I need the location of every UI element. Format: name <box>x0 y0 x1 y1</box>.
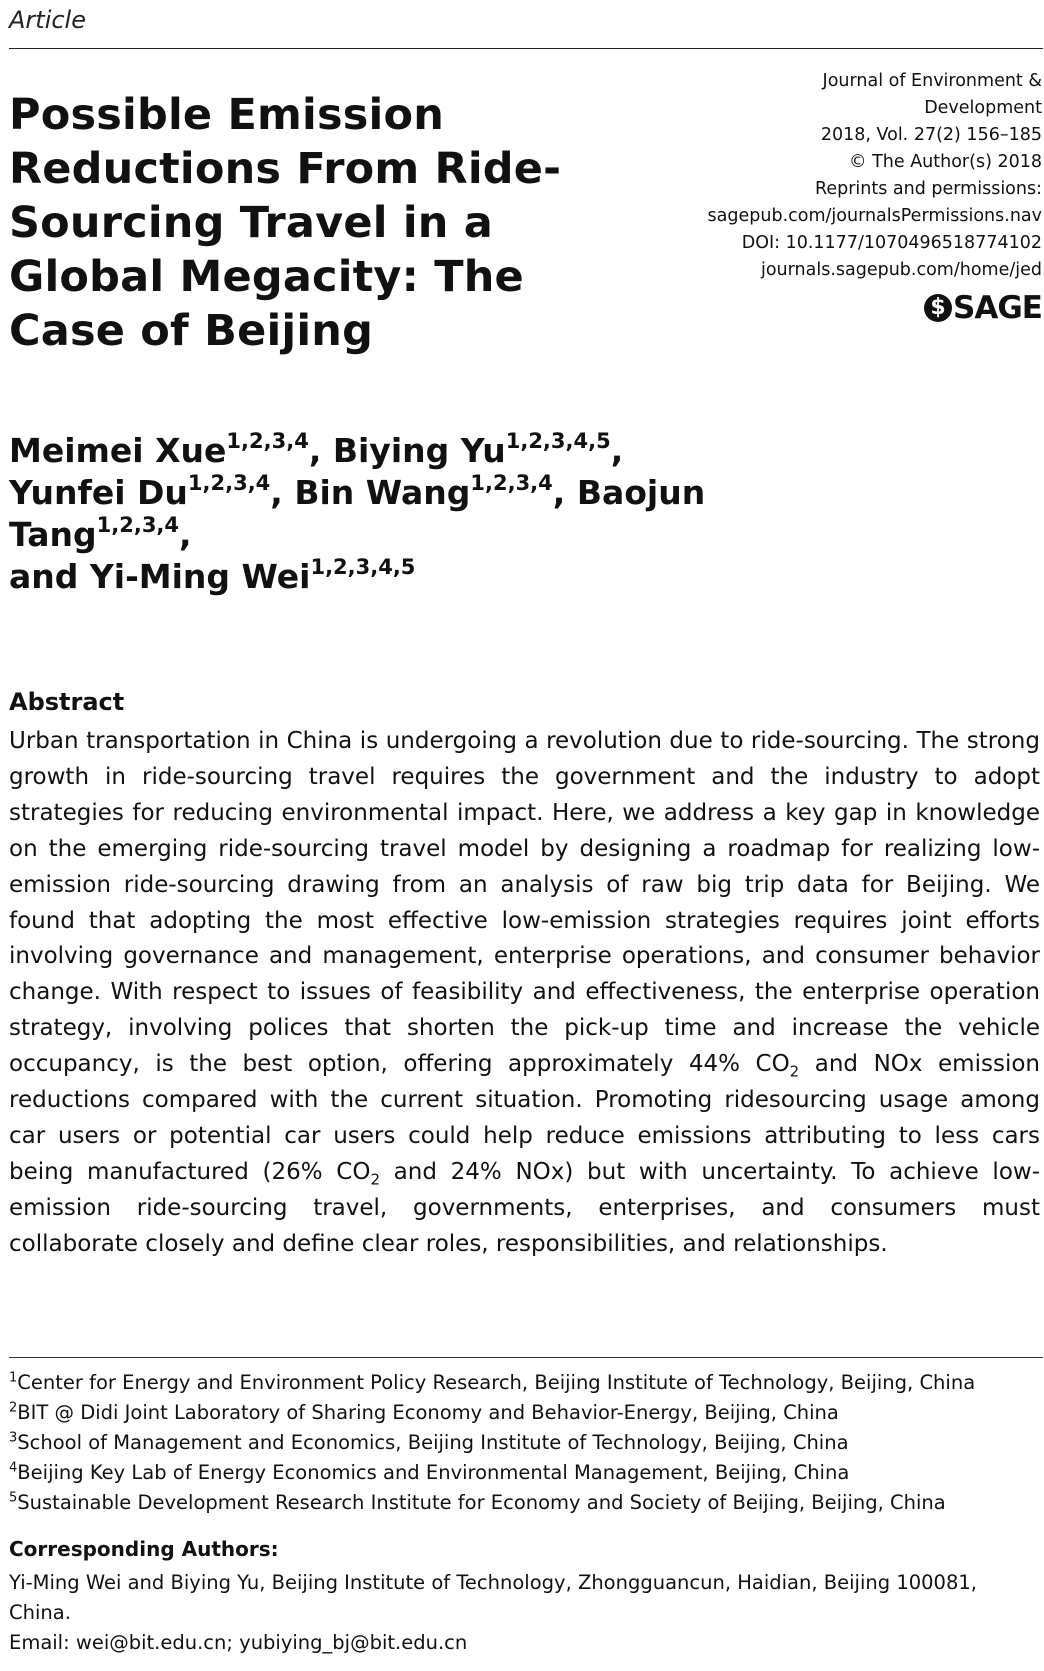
author-separator: , <box>270 473 295 512</box>
doi-link[interactable]: DOI: 10.1177/1070496518774102 <box>741 233 1042 253</box>
corresponding-address: Yi-Ming Wei and Biying Yu, Beijing Institute of Technology, Zhongguancun, Haidian, Beijing 100081, China. <box>9 1571 977 1624</box>
corresponding-details <box>9 1568 1009 1658</box>
affiliation-item <box>9 1458 1039 1488</box>
author-affiliation: 1,2,3,4,5 <box>505 429 611 453</box>
affiliation-text: BIT @ Didi Joint Laboratory of Sharing Economy and Behavior-Energy, Beijing, China <box>17 1401 839 1424</box>
author-affiliation: 1,2,3,4 <box>96 513 180 537</box>
email-links[interactable]: wei@bit.edu.cn; yubiying_bj@bit.edu.cn <box>75 1631 468 1654</box>
section-label: Article <box>9 6 86 34</box>
affiliation-text: Beijing Key Lab of Energy Economics and Environmental Management, Beijing, China <box>17 1461 850 1484</box>
abstract-part1: Urban transportation in China is undergoing a revolution due to ride-sourcing. The strong growth in ride-sourcing travel requires the government and the industry to adopt strategies for reducing environmental impact. Here, we address a key gap in knowledge on the emerging ride-sourcing travel model by designing a roadmap for realizing low-emission ride-sourcing drawing from an analysis of raw big trip data for Beijing. We found that adopting the most effective low-emission strategies requires joint efforts involving governance and management, enterprise operations, and consumer behavior change. With respect to issues of feasibility and effectiveness, the enterprise operation strategy, involving polices that shorten the pick-up time and increase the vehicle occupancy, is the best option, offering approximately 44% CO <box>9 728 1040 1078</box>
journal-copyright: © The Author(s) 2018 <box>849 152 1042 172</box>
author-list <box>9 430 889 598</box>
author-name[interactable]: Yunfei Du <box>9 473 188 512</box>
affiliation-number: 1 <box>9 1370 18 1386</box>
affiliation-text: Center for Energy and Environment Policy Research, Beijing Institute of Technology, Beijing, China <box>17 1371 976 1394</box>
header-rule <box>9 48 1043 49</box>
affiliation-item <box>9 1398 1039 1428</box>
journal-volume: 2018, Vol. 27(2) 156–185 <box>820 125 1042 145</box>
affiliation-list <box>9 1368 1039 1518</box>
author-affiliation: 1,2,3,4,5 <box>310 555 416 579</box>
sage-wordmark: SAGE <box>953 290 1042 326</box>
co2-subscript: 2 <box>789 1062 800 1081</box>
journal-name-line2: Development <box>924 98 1042 118</box>
affiliation-number: 3 <box>9 1430 18 1446</box>
footnote-rule <box>9 1357 1043 1358</box>
affiliation-item <box>9 1488 1039 1518</box>
author-affiliation: 1,2,3,4 <box>187 471 271 495</box>
journal-name-line1: Journal of Environment & <box>822 71 1042 91</box>
affiliation-number: 5 <box>9 1490 18 1506</box>
author-separator: , <box>610 431 624 470</box>
journal-homepage-link[interactable]: journals.sagepub.com/home/jed <box>760 260 1042 280</box>
sage-s-icon: $ <box>924 294 952 322</box>
affiliation-text: School of Management and Economics, Beijing Institute of Technology, Beijing, China <box>17 1431 849 1454</box>
journal-info <box>682 68 1042 284</box>
abstract-part3: and 24% NOx) but with uncertainty. To achieve low-emission ride-sourcing travel, governments, enterprises, and consumers must collaborate closely and define clear roles, responsibilities, and relationships. <box>9 1158 1040 1257</box>
affiliation-item <box>9 1428 1039 1458</box>
author-separator: , <box>552 473 577 512</box>
abstract-part2: and NOx emission reductions compared with the current situation. Promoting ridesourcing usage among car users or potential car users could help reduce emissions attributing to less cars being manufactured (26% CO <box>9 1051 1040 1185</box>
author-name[interactable]: Meimei Xue <box>9 431 227 470</box>
affiliation-item <box>9 1368 1039 1398</box>
article-title: Possible Emission Reductions From Ride-Sourcing Travel in a Global Megacity: The Case of Beijing <box>9 90 562 356</box>
email-label: Email: <box>9 1631 76 1654</box>
author-name[interactable]: Bin Wang <box>294 473 471 512</box>
author-name[interactable]: and Yi-Ming Wei <box>9 557 311 596</box>
author-affiliation: 1,2,3,4 <box>470 471 553 495</box>
author-separator: , <box>308 431 333 470</box>
affiliation-number: 2 <box>9 1400 18 1416</box>
author-name[interactable]: Baojun Tang <box>9 473 706 554</box>
corresponding-heading: Corresponding Authors: <box>9 1537 279 1561</box>
author-name[interactable]: Biying Yu <box>332 431 506 470</box>
affiliation-text: Sustainable Development Research Institute for Economy and Society of Beijing, Beijing, China <box>17 1491 946 1514</box>
author-affiliation: 1,2,3,4 <box>226 429 309 453</box>
permissions-link[interactable]: sagepub.com/journalsPermissions.nav <box>707 206 1042 226</box>
sage-logo <box>924 292 1042 324</box>
reprints-label: Reprints and permissions: <box>814 179 1042 199</box>
abstract-heading: Abstract <box>9 688 125 716</box>
abstract-text <box>9 724 1040 1263</box>
corresponding-email-line <box>9 1628 1009 1658</box>
affiliation-number: 4 <box>9 1460 18 1476</box>
co2-subscript: 2 <box>370 1170 380 1189</box>
author-separator: , <box>179 515 192 554</box>
